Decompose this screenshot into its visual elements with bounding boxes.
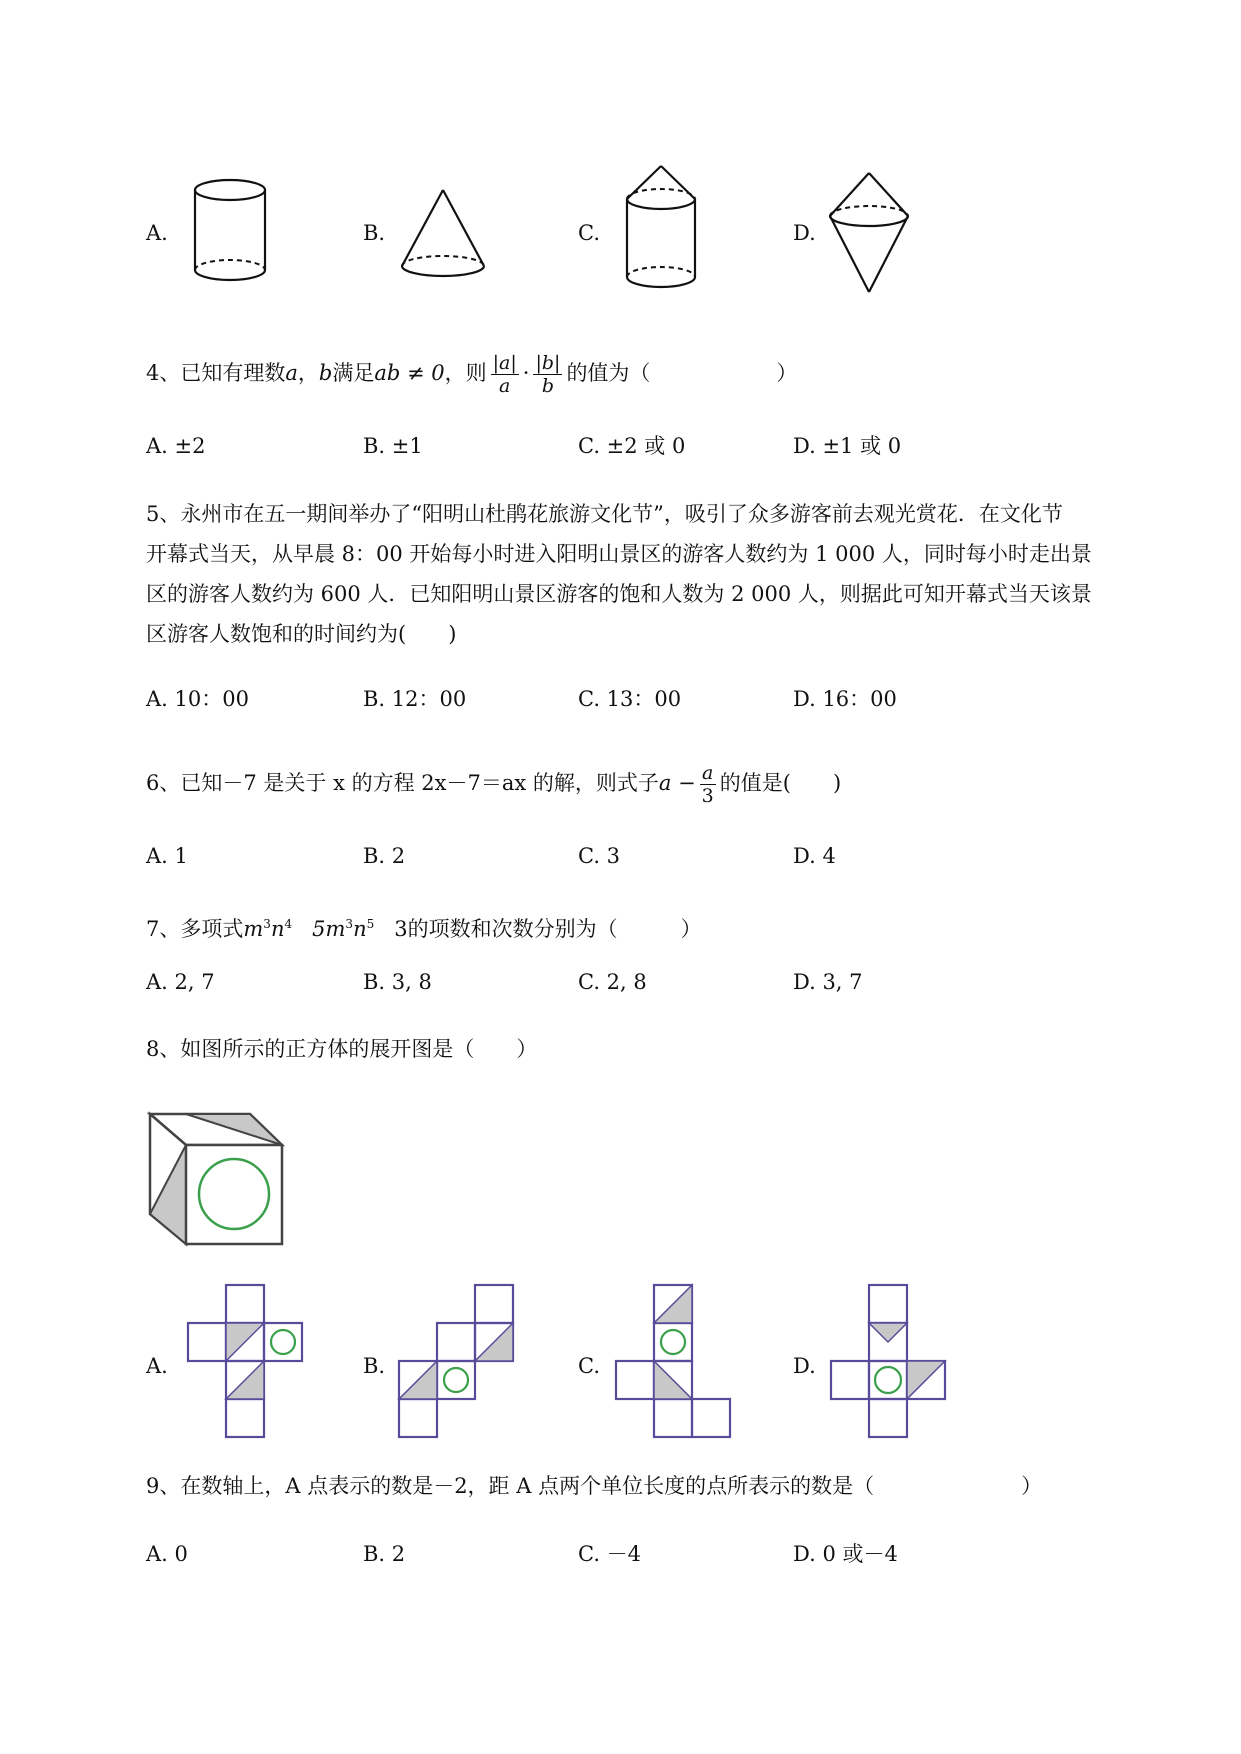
q7-term2-exp-n: 5 <box>366 917 375 931</box>
q7-term1-exp-n: 4 <box>284 917 293 931</box>
q7-term2-exp-m: 3 <box>345 917 354 931</box>
cone-on-cylinder-figure <box>622 163 700 291</box>
q9-stem: 9、在数轴上，A 点表示的数是－2，距 A 点两个单位长度的点所表示的数是（ ） <box>146 1474 1043 1498</box>
q5-stem-line-3: 区的游客人数约为 600 人．已知阳明山景区游客的饱和人数为 2 000 人，则据此可知开幕式当天该景 <box>146 582 1092 606</box>
q7-term2-n: n <box>353 917 367 941</box>
q8-option-a-label[interactable]: A. <box>146 1354 168 1378</box>
q4-option-a[interactable]: A. ±2 <box>146 434 206 458</box>
q7-term1-exp-m: 3 <box>263 917 271 931</box>
q9-option-a[interactable]: A. 0 <box>146 1542 188 1566</box>
q7-text-prefix: 7、多项式 <box>146 917 244 941</box>
q3-option-d-label[interactable]: D. <box>793 221 816 245</box>
q4-option-c[interactable]: C. ±2 或 0 <box>578 434 686 458</box>
cube-net-c[interactable] <box>613 1283 733 1443</box>
q6-option-b[interactable]: B. 2 <box>363 844 406 868</box>
q4-frac-b-den: b <box>533 374 562 397</box>
q8-option-d-label[interactable]: D. <box>793 1354 816 1378</box>
q6-option-c[interactable]: C. 3 <box>578 844 621 868</box>
q4-dot: · <box>522 361 530 385</box>
q4-condition: ab ≠ 0 <box>374 361 445 385</box>
q5-option-a[interactable]: A. 10：00 <box>146 687 249 711</box>
q3-option-c-label[interactable]: C. <box>578 221 600 245</box>
q6-expr-a: a − <box>658 771 696 795</box>
q4-frac-b-num: |b| <box>535 352 561 374</box>
q5-option-d[interactable]: D. 16：00 <box>793 687 897 711</box>
q4-text-suffix: 的值为（ ） <box>566 361 798 385</box>
q7-option-c[interactable]: C. 2, 8 <box>578 970 647 994</box>
q6-fraction <box>700 762 716 807</box>
q8-option-c-label[interactable]: C. <box>578 1354 600 1378</box>
q7-term2-m: 5m <box>312 917 346 941</box>
q4-frac-a-num: |a| <box>492 352 517 374</box>
q8-option-b-label[interactable]: B. <box>363 1354 386 1378</box>
q6-option-a[interactable]: A. 1 <box>146 844 188 868</box>
q5-option-b[interactable]: B. 12：00 <box>363 687 467 711</box>
cylinder-figure <box>190 178 270 284</box>
q6-frac-den: 3 <box>701 785 714 807</box>
q4-text-then: ，则 <box>444 361 487 385</box>
q7-term3: 3 <box>394 917 408 941</box>
q4-var-b: b <box>318 361 333 385</box>
q7-text-suffix: 的项数和次数分别为（ ） <box>407 917 702 941</box>
q9-option-b[interactable]: B. 2 <box>363 1542 406 1566</box>
q4-text-prefix: 4、已知有理数 <box>146 361 286 385</box>
q4-var-a: a <box>285 361 298 385</box>
q4-option-b[interactable]: B. ±1 <box>363 434 423 458</box>
q6-text-prefix: 6、已知－7 是关于 x 的方程 2x－7＝ax 的解，则式子 <box>146 771 659 795</box>
q7-option-b[interactable]: B. 3, 8 <box>363 970 432 994</box>
q5-stem-line-4: 区游客人数饱和的时间约为( ) <box>146 622 457 646</box>
q7-term1-m: m <box>243 917 264 941</box>
q6-stem <box>146 762 841 807</box>
q5-option-c[interactable]: C. 13：00 <box>578 687 682 711</box>
q4-option-d[interactable]: D. ±1 或 0 <box>793 434 902 458</box>
cube-net-a[interactable] <box>185 1283 305 1443</box>
q6-text-suffix: 的值是( ) <box>719 771 842 795</box>
q4-fraction-b <box>533 352 562 397</box>
q4-fraction-a <box>491 352 519 397</box>
q6-option-d[interactable]: D. 4 <box>793 844 836 868</box>
q4-stem <box>146 352 797 397</box>
cube-net-d[interactable] <box>828 1283 948 1443</box>
q7-option-d[interactable]: D. 3, 7 <box>793 970 863 994</box>
q6-frac-num: a <box>702 762 714 784</box>
double-cone-figure <box>826 170 912 296</box>
cube-figure <box>146 1110 286 1250</box>
q4-comma: ， <box>297 361 319 385</box>
q5-stem-line-2: 开幕式当天，从早晨 8：00 开始每小时进入阳明山景区的游客人数约为 1 000 人，同时每小时走出景 <box>146 542 1092 566</box>
q5-stem-line-1: 5、永州市在五一期间举办了“阳明山杜鹃花旅游文化节”，吸引了众多游客前去观光赏花．在文化节 <box>146 502 1063 526</box>
q9-option-c[interactable]: C. －4 <box>578 1542 642 1566</box>
cube-net-b[interactable] <box>396 1283 516 1443</box>
q4-frac-a-den: a <box>491 374 519 397</box>
q7-term1-n: n <box>270 917 285 941</box>
q3-option-a-label[interactable]: A. <box>146 221 168 245</box>
q9-option-d[interactable]: D. 0 或－4 <box>793 1542 898 1566</box>
cone-figure <box>398 186 488 284</box>
q4-text-mid: 满足 <box>332 361 375 385</box>
q3-option-b-label[interactable]: B. <box>363 221 386 245</box>
q7-stem <box>146 910 702 943</box>
q8-stem: 8、如图所示的正方体的展开图是（ ） <box>146 1037 538 1061</box>
q7-option-a[interactable]: A. 2, 7 <box>146 970 215 994</box>
